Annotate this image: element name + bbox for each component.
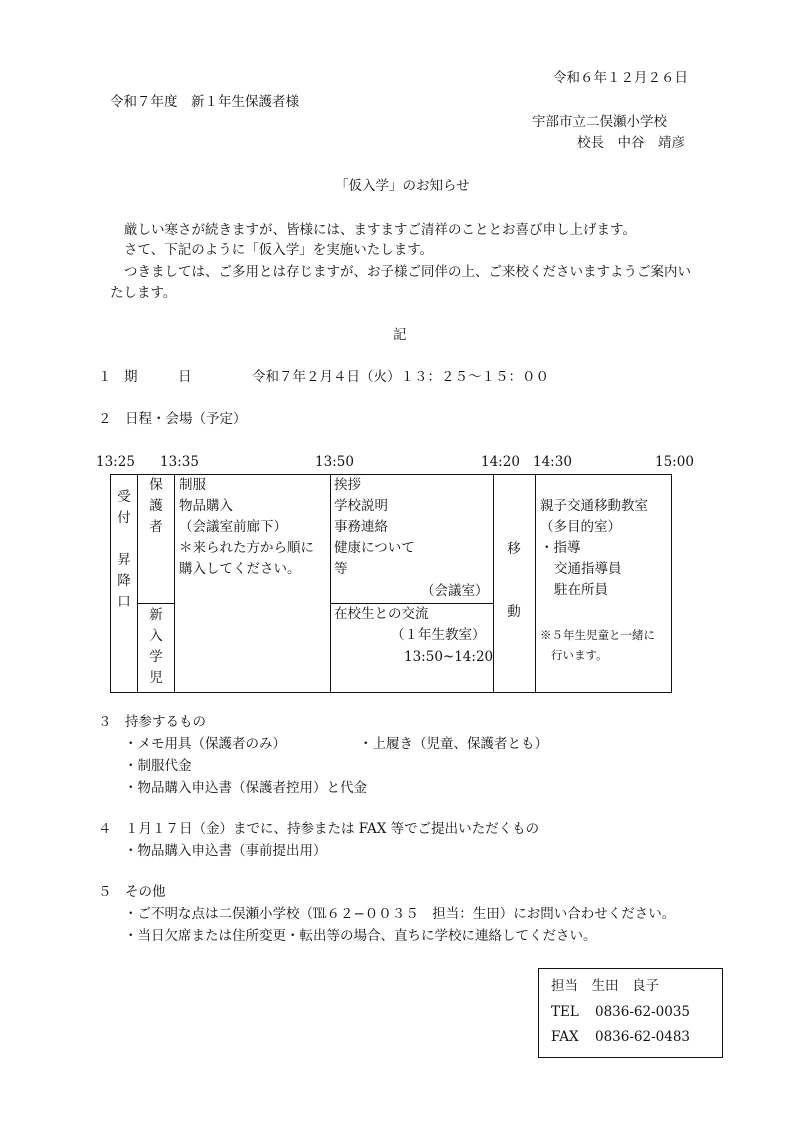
section3-item: ・制服代金 [124,758,192,774]
exchange-time: 13:50~14:20 [404,649,494,665]
time-label: 13:25 [96,454,135,470]
ki-mark: 記 [393,327,407,343]
greeting-place: （会議室） [421,583,489,599]
document-title: 「仮入学」のお知らせ [335,178,470,194]
reception-char: 降 [117,573,131,589]
time-label: 14:20 [481,454,520,470]
principal-name: 校長 中谷 靖彦 [577,135,685,151]
table-divider [137,603,174,604]
table-divider [535,475,536,692]
uniform-line: ＊来られた方から順に [179,540,314,556]
section5-item: ・当日欠席または住所変更・転出等の場合、直ちに学校に連絡してください。 [124,928,597,944]
section5-item: ・ご不明な点は二俣瀬小学校（℡６２−００３５ 担当：生田）にお問い合わせください。 [124,906,676,922]
fax-label: FAX [551,1029,579,1045]
table-divider [493,475,494,692]
guardian-char: 者 [149,519,163,535]
traffic-line: （多目的室） [540,519,621,535]
move-char: 移 [507,541,521,557]
greeting-line: 等 [334,561,348,577]
traffic-line: 駐在所員 [554,582,608,598]
uniform-line: 購入してください。 [179,561,301,577]
traffic-line: ・指導 [540,540,581,556]
section4-item: ・物品購入申込書（事前提出用） [124,843,327,859]
section3-item: ・メモ用具（保護者のみ） [124,736,286,752]
intro-line-1: 厳しい寒さが続きますが、皆様には、ますますご清祥のこととお喜び申し上げます。 [124,222,636,238]
reception-char: 付 [117,510,131,526]
new-student-char: 入 [149,628,163,644]
reception-char: 口 [117,594,131,610]
traffic-line: 交通指導員 [554,561,622,577]
exchange-place: （１年生教室） [391,627,486,643]
reception-char: 受 [117,489,131,505]
section1-value: 令和７年２月４日（火）１３：２５〜１５：００ [252,369,549,385]
uniform-line: 制服 [179,477,206,493]
school-name: 宇部市立二俣瀬小学校 [532,114,667,130]
greeting-line: 挨拶 [334,477,361,493]
table-divider [330,603,493,604]
schedule-table [110,474,672,693]
intro-line-2: さて、下記のように「仮入学」を実施いたします。 [124,242,434,258]
uniform-line: 物品購入 [179,498,233,514]
time-label: 15:00 [655,454,694,470]
contact-box [538,968,723,1058]
exchange-title: 在校生との交流 [334,606,429,622]
table-divider [330,475,331,692]
section4-heading: ４ １月１７日（金）までに、持参または FAX 等でご提出いただくもの [98,821,540,837]
greeting-line: 健康について [334,540,415,556]
guardian-char: 保 [149,477,163,493]
table-divider [137,475,138,692]
time-label: 14:30 [533,454,572,470]
addressee: 令和７年度 新１年生保護者様 [110,94,299,110]
section1-label: 期 日 [124,369,192,385]
section5-heading: ５ その他 [98,884,166,900]
greeting-line: 学校説明 [334,498,388,514]
intro-line-3: つきましては、ご多用とは存じますが、お子様ご同伴の上、ご来校くださいますようご案内い [124,264,691,280]
move-char: 動 [507,604,521,620]
guardian-char: 護 [149,498,163,514]
new-student-char: 児 [149,670,163,686]
tel-label: TEL [551,1004,579,1020]
reception-char: 昇 [117,552,131,568]
section3-item: ・上履き（児童、保護者とも） [359,736,548,752]
traffic-line: 親子交通移動教室 [540,498,648,514]
issue-date: 令和６年１２月２６日 [553,70,688,86]
new-student-char: 学 [149,649,163,665]
intro-line-4: たします。 [110,285,177,301]
traffic-note: 行います。 [551,648,608,662]
time-label: 13:50 [315,454,354,470]
fax-number: 0836-62-0483 [595,1029,691,1045]
section1-number: １ [98,369,112,385]
table-divider [174,475,175,692]
greeting-line: 事務連絡 [334,519,388,535]
section3-heading: ３ 持参するもの [98,714,206,730]
uniform-line: （会議室前廊下） [179,519,287,535]
new-student-char: 新 [149,607,163,623]
traffic-note: ※５年生児童と一緒に [540,628,655,642]
time-label: 13:35 [160,454,199,470]
contact-person: 担当 生田 良子 [551,978,659,994]
section3-item: ・物品購入申込書（保護者控用）と代金 [124,780,367,796]
section2-heading: ２ 日程・会場（予定） [98,411,247,427]
tel-number: 0836-62-0035 [595,1004,691,1020]
